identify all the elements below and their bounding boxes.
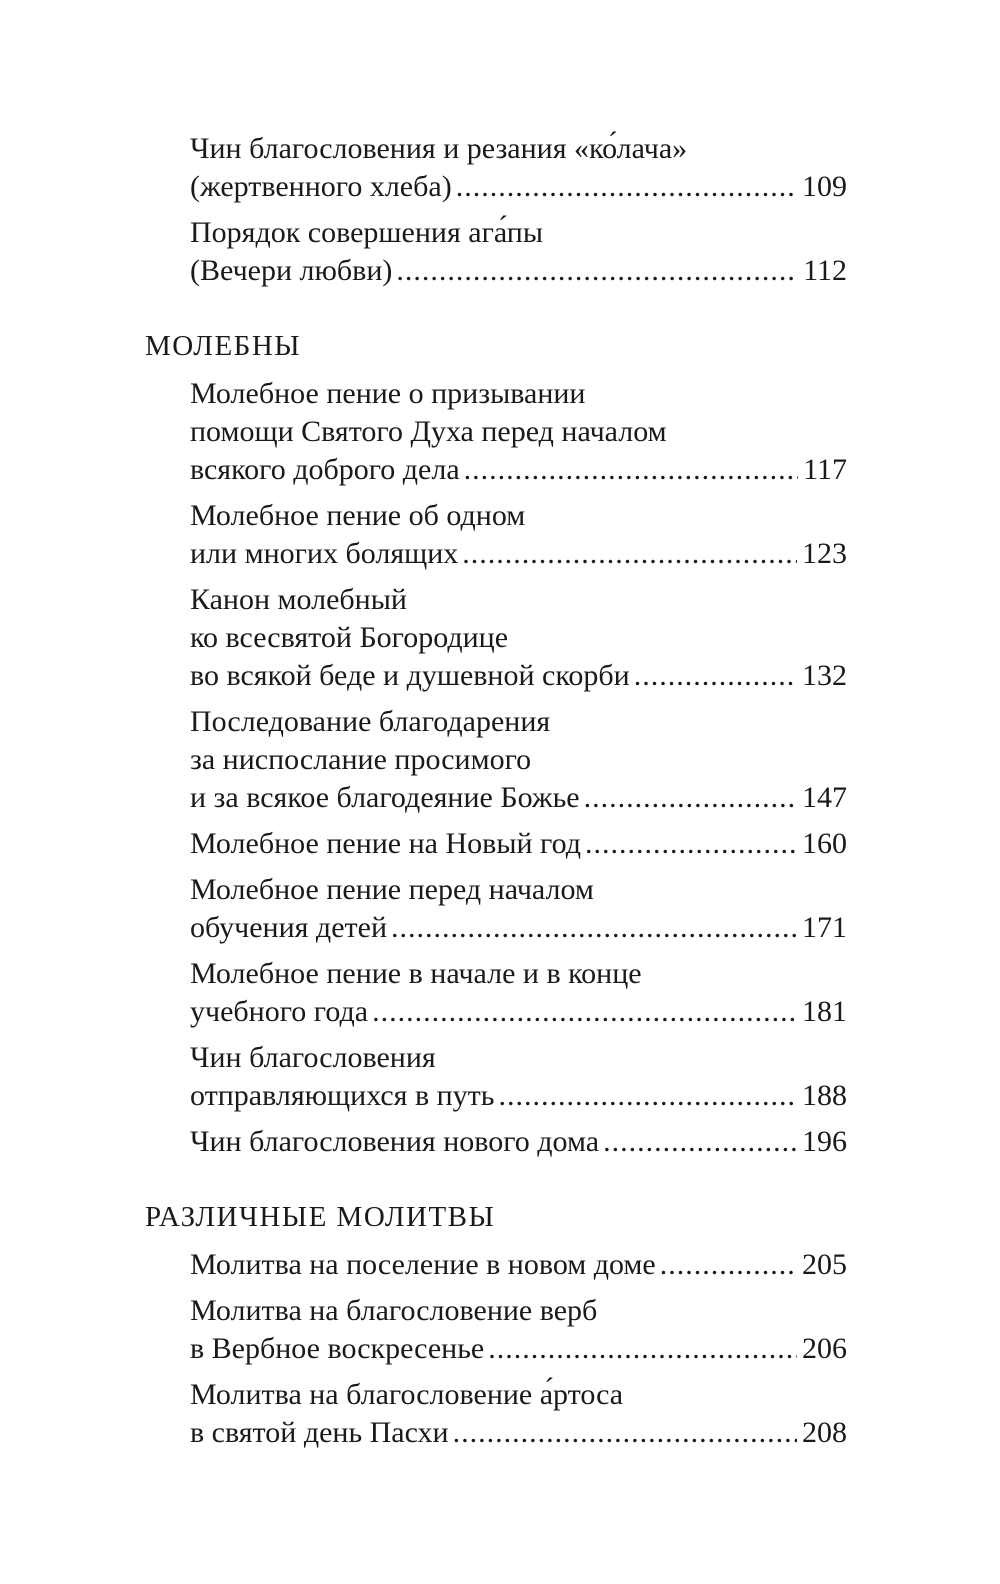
entry-title-line: во всякой беде и душевной скорби <box>190 659 630 692</box>
dot-leader <box>634 657 797 695</box>
table-of-contents <box>145 130 847 1460</box>
dot-leader <box>456 168 797 206</box>
entry-title-line: и за всякое благодеяние Божье <box>190 781 580 814</box>
dot-leader <box>488 1330 797 1368</box>
dot-leader <box>584 779 797 817</box>
entry-title-line: Молитва на поселение в новом доме <box>190 1248 656 1281</box>
entry-title-line: Молебное пение об одном <box>190 499 526 532</box>
entry-last-line <box>190 993 847 1031</box>
entry-last-line <box>190 779 847 817</box>
entry-title-line: в святой день Пасхи <box>190 1416 449 1449</box>
page-number: 206 <box>802 1332 847 1365</box>
dot-leader <box>372 993 797 1031</box>
entry-title-line: Чин благословения <box>190 1041 436 1074</box>
entry-title-line: в Вербное воскресенье <box>190 1332 485 1365</box>
dot-leader <box>396 252 798 290</box>
entry-title-line: (Вечери любви) <box>190 254 393 287</box>
dot-leader <box>462 535 797 573</box>
entry-title-line: Молитва на благословение а́ртоса <box>190 1378 624 1411</box>
page-number: 147 <box>802 781 847 814</box>
toc-entry[interactable] <box>190 1039 847 1115</box>
page-number: 205 <box>802 1248 847 1281</box>
entry-last-line <box>190 252 847 290</box>
entry-title-line: или многих болящих <box>190 537 459 570</box>
entry-last-line <box>190 1246 847 1284</box>
entry-title-line: Чин благословения нового дома <box>190 1125 600 1158</box>
page-number: 123 <box>802 537 847 570</box>
dot-leader <box>453 1414 797 1452</box>
toc-entry[interactable] <box>190 581 847 695</box>
entry-last-line <box>190 1330 847 1368</box>
toc-entry[interactable] <box>190 1123 847 1161</box>
entry-last-line <box>190 1123 847 1161</box>
entry-title-line: Молебное пение перед началом <box>190 873 594 906</box>
dot-leader <box>660 1246 797 1284</box>
entry-title-line: всякого доброго дела <box>190 453 460 486</box>
toc-entry[interactable] <box>190 497 847 573</box>
page-number: 171 <box>802 911 847 944</box>
toc-section <box>145 130 847 290</box>
entry-title-line: Молебное пение в начале и в конце <box>190 957 642 990</box>
section-heading: МОЛЕБНЫ <box>145 330 302 362</box>
toc-entry[interactable] <box>190 214 847 290</box>
dot-leader <box>391 909 797 947</box>
entry-title-line: Порядок совершения ага́пы <box>190 216 543 249</box>
page-number: 132 <box>802 659 847 692</box>
entry-title-line: отправляющихся в путь <box>190 1079 495 1112</box>
entry-title-line: обучения детей <box>190 911 387 944</box>
entry-last-line <box>190 451 847 489</box>
entry-last-line <box>190 168 847 206</box>
entry-title-line: Последование благодарения <box>190 705 551 738</box>
toc-entry[interactable] <box>190 1376 847 1452</box>
toc-entry[interactable] <box>190 955 847 1031</box>
toc-entry[interactable] <box>190 1246 847 1284</box>
page-number: 208 <box>802 1416 847 1449</box>
entry-title-line: Молебное пение на Новый год <box>190 827 581 860</box>
entry-last-line <box>190 1077 847 1115</box>
entry-last-line <box>190 657 847 695</box>
page-number: 188 <box>802 1079 847 1112</box>
entry-title-line: Чин благословения и резания «ко́лача» <box>190 132 688 165</box>
entry-last-line <box>190 1414 847 1452</box>
entry-title-line: учебного года <box>190 995 369 1028</box>
page-number: 109 <box>802 170 847 203</box>
entry-title-line: ко всесвятой Богородице <box>190 621 509 654</box>
entry-title-line: Молебное пение о призывании <box>190 377 586 410</box>
dot-leader <box>498 1077 797 1115</box>
page-number: 117 <box>803 453 847 486</box>
page-number: 112 <box>803 254 847 287</box>
entry-last-line <box>190 825 847 863</box>
entry-title-line: за ниспослание просимого <box>190 743 532 776</box>
toc-entry[interactable] <box>190 375 847 489</box>
toc-entry[interactable] <box>190 1292 847 1368</box>
dot-leader <box>464 451 798 489</box>
toc-entry[interactable] <box>190 825 847 863</box>
entry-title-line: Канон молебный <box>190 583 407 616</box>
dot-leader <box>585 825 797 863</box>
entry-last-line <box>190 909 847 947</box>
dot-leader <box>603 1123 797 1161</box>
toc-entry[interactable] <box>190 703 847 817</box>
toc-section <box>145 1197 847 1452</box>
entry-title-line: помощи Святого Духа перед началом <box>190 415 667 448</box>
page-number: 181 <box>802 995 847 1028</box>
toc-entry[interactable] <box>190 871 847 947</box>
toc-entry[interactable] <box>190 130 847 206</box>
entry-last-line <box>190 535 847 573</box>
toc-section <box>145 326 847 1161</box>
section-heading: РАЗЛИЧНЫЕ МОЛИТВЫ <box>145 1201 496 1233</box>
page-number: 196 <box>802 1125 847 1158</box>
page-number: 160 <box>802 827 847 860</box>
entry-title-line: Молитва на благословение верб <box>190 1294 598 1327</box>
entry-title-line: (жертвенного хлеба) <box>190 170 452 203</box>
